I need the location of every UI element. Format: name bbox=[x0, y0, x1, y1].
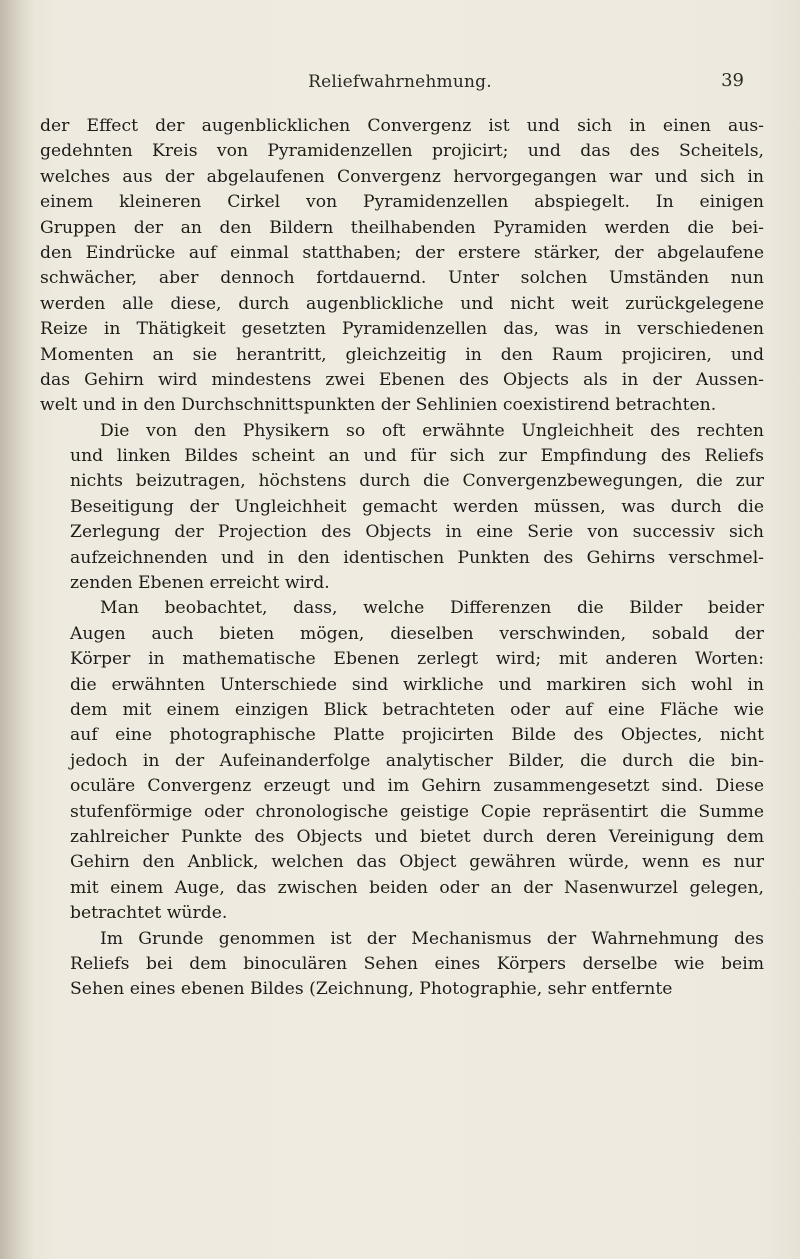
text-line: stufenförmige oder chronologische geistige Copie repräsentirt die Summe bbox=[70, 801, 764, 822]
text-line: welches aus der abgelaufenen Convergenz hervorgegangen war und sich in bbox=[40, 166, 764, 187]
text-line: Die von den Physikern so oft erwähnte Ungleichheit des rechten bbox=[100, 420, 764, 441]
text-line: Reize in Thätigkeit gesetzten Pyramidenzellen das, was in verschiedenen bbox=[40, 319, 764, 340]
text-line: und linken Bildes scheint an und für sich zur Empfindung des Reliefs bbox=[70, 446, 764, 467]
running-head: Reliefwahrnehmung. bbox=[308, 72, 492, 92]
text-line: zahlreicher Punkte des Objects und bietet durch deren Vereinigung dem bbox=[70, 826, 764, 847]
text-line: Beseitigung der Ungleichheit gemacht werden müssen, was durch die bbox=[70, 496, 764, 517]
text-line: Zerlegung der Projection des Objects in eine Serie von successiv sich bbox=[70, 522, 764, 543]
text-line: auf eine photographische Platte projicirten Bilde des Objectes, nicht bbox=[70, 725, 764, 746]
page-header bbox=[0, 68, 800, 98]
paragraph bbox=[40, 419, 764, 597]
text-line: Im Grunde genommen ist der Mechanismus der Wahrnehmung des bbox=[100, 928, 764, 949]
text-line: Gehirn den Anblick, welchen das Object gewähren würde, wenn es nur bbox=[70, 852, 764, 873]
paragraph bbox=[40, 114, 764, 419]
text-line: jedoch in der Aufeinanderfolge analytischer Bilder, die durch die bin- bbox=[70, 750, 764, 771]
text-line: oculäre Convergenz erzeugt und im Gehirn zusammengesetzt sind. Diese bbox=[70, 776, 764, 797]
text-line: dem mit einem einzigen Blick betrachteten oder auf eine Fläche wie bbox=[70, 699, 764, 720]
paragraph bbox=[40, 596, 764, 926]
text-line: die erwähnten Unterschiede sind wirkliche und markiren sich wohl in bbox=[70, 674, 764, 695]
text-line: Sehen eines ebenen Bildes (Zeichnung, Photographie, sehr entfernte bbox=[70, 979, 673, 1000]
text-line: betrachtet würde. bbox=[70, 903, 228, 924]
text-line: Reliefs bei dem binoculären Sehen eines Körpers derselbe wie beim bbox=[70, 953, 764, 974]
text-line: Gruppen der an den Bildern theilhabenden Pyramiden werden die bei- bbox=[40, 217, 764, 238]
text-line: aufzeichnenden und in den identischen Punkten des Gehirns verschmel- bbox=[70, 547, 764, 568]
text-line: welt und in den Durchschnittspunkten der Sehlinien coexistirend betrachten. bbox=[40, 395, 717, 416]
text-line: einem kleineren Cirkel von Pyramidenzellen abspiegelt. In einigen bbox=[40, 192, 764, 213]
text-line: Momenten an sie herantritt, gleichzeitig in den Raum projiciren, und bbox=[40, 344, 764, 365]
text-line: das Gehirn wird mindestens zwei Ebenen des Objects als in der Aussen- bbox=[40, 369, 764, 390]
text-line: zenden Ebenen erreicht wird. bbox=[70, 573, 330, 594]
text-line: werden alle diese, durch augenblickliche und nicht weit zurückgelegene bbox=[40, 293, 764, 314]
text-line: schwächer, aber dennoch fortdauernd. Unter solchen Umständen nun bbox=[40, 268, 764, 289]
text-line: Augen auch bieten mögen, dieselben verschwinden, sobald der bbox=[70, 623, 764, 644]
body-text bbox=[40, 114, 764, 1003]
text-line: mit einem Auge, das zwischen beiden oder an der Nasenwurzel gelegen, bbox=[70, 877, 764, 898]
text-line: den Eindrücke auf einmal statthaben; der erstere stärker, der abgelaufene bbox=[40, 242, 764, 263]
paragraph bbox=[40, 927, 764, 1003]
text-line: gedehnten Kreis von Pyramidenzellen projicirt; und das des Scheitels, bbox=[40, 141, 764, 162]
text-line: Körper in mathematische Ebenen zerlegt wird; mit anderen Worten: bbox=[70, 649, 764, 670]
text-line: der Effect der augenblicklichen Convergenz ist und sich in einen aus- bbox=[40, 116, 764, 136]
binding-shadow bbox=[0, 0, 34, 1259]
text-line: Man beobachtet, dass, welche Differenzen die Bilder beider bbox=[100, 598, 764, 619]
text-line: nichts beizutragen, höchstens durch die Convergenzbewegungen, die zur bbox=[70, 471, 764, 492]
page-number: 39 bbox=[721, 70, 744, 91]
